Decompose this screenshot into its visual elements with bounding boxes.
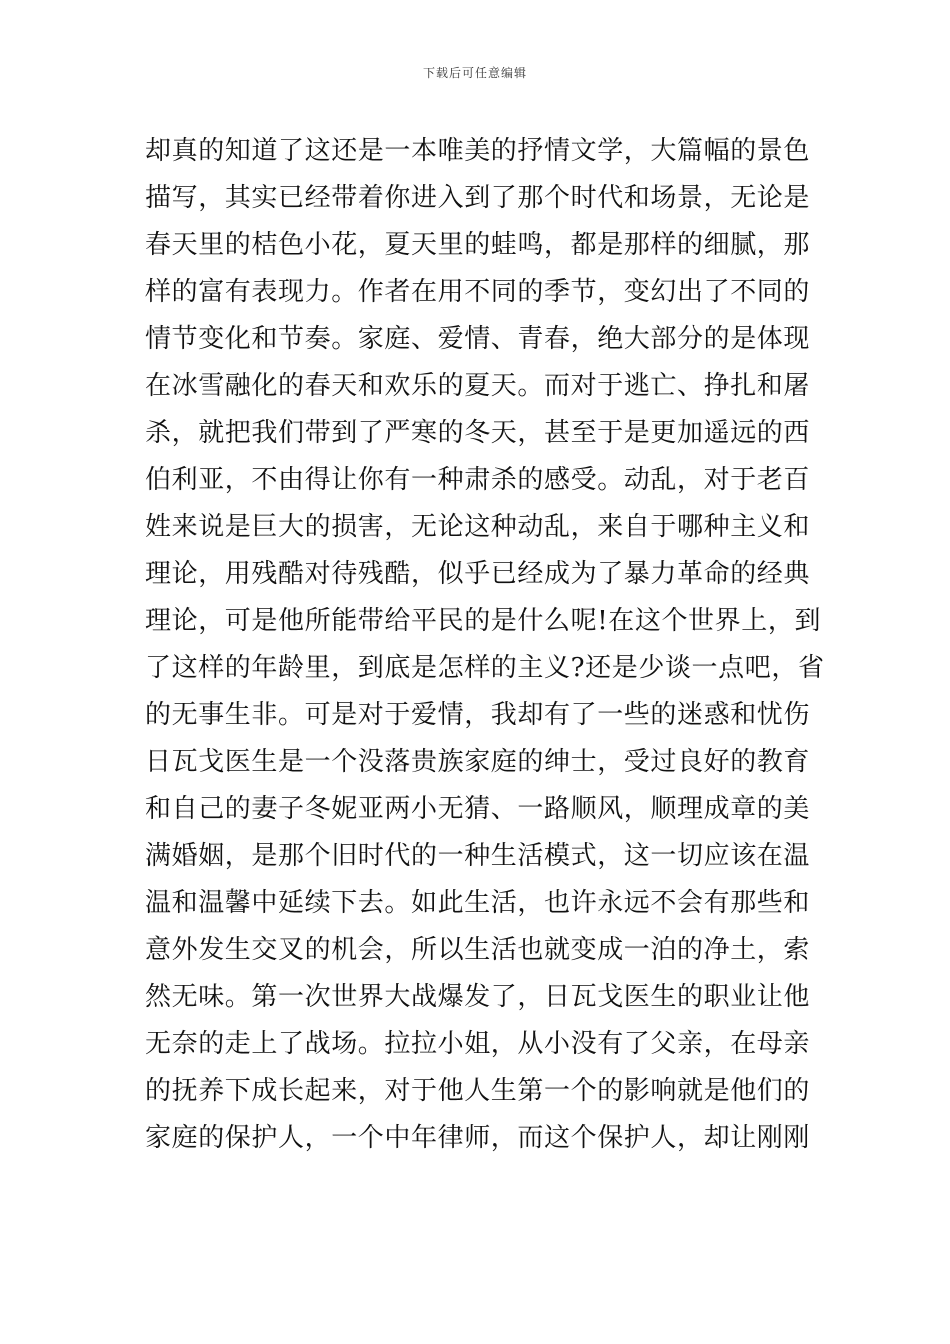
text-line: 日瓦戈医生是一个没落贵族家庭的绅士，受过良好的教育 (145, 747, 811, 777)
text-line: 春天里的桔色小花，夏天里的蛙鸣，都是那样的细腻，那 (145, 230, 811, 260)
text-line: 理论，可是他所能带给平民的是什么呢!在这个世界上，到 (145, 606, 822, 636)
text-line: 意外发生交叉的机会，所以生活也就变成一泊的净土，索 (145, 935, 811, 965)
text-line: 理论，用残酷对待残酷，似乎已经成为了暴力革命的经典 (145, 559, 811, 589)
text-line: 的无事生非。可是对于爱情，我却有了一些的迷惑和忧伤 (145, 700, 811, 730)
text-line: 家庭的保护人，一个中年律师，而这个保护人，却让刚刚 (145, 1123, 811, 1153)
text-line: 杀，就把我们带到了严寒的冬天，甚至于是更加遥远的西 (145, 418, 811, 448)
text-line: 姓来说是巨大的损害，无论这种动乱，来自于哪种主义和 (145, 512, 811, 542)
text-line: 温和温馨中延续下去。如此生活，也许永远不会有那些和 (145, 888, 811, 918)
text-line: 却真的知道了这还是一本唯美的抒情文学，大篇幅的景色 (145, 136, 811, 166)
text-line: 和自己的妻子冬妮亚两小无猜、一路顺风，顺理成章的美 (145, 794, 811, 824)
text-line: 在冰雪融化的春天和欢乐的夏天。而对于逃亡、挣扎和屠 (145, 371, 811, 401)
text-line: 无奈的走上了战场。拉拉小姐，从小没有了父亲，在母亲 (145, 1029, 811, 1059)
page-header: 下载后可任意编辑 (422, 66, 527, 80)
text-line: 的抚养下成长起来，对于他人生第一个的影响就是他们的 (145, 1076, 811, 1106)
text-line: 满婚姻，是那个旧时代的一种生活模式，这一切应该在温 (145, 841, 811, 871)
body-text (145, 128, 825, 1162)
text-line: 描写，其实已经带着你进入到了那个时代和场景，无论是 (145, 183, 811, 213)
text-line: 然无味。第一次世界大战爆发了，日瓦戈医生的职业让他 (145, 982, 811, 1012)
text-line: 样的富有表现力。作者在用不同的季节，变幻出了不同的 (145, 277, 811, 307)
text-line: 情节变化和节奏。家庭、爱情、青春，绝大部分的是体现 (145, 324, 811, 354)
text-line: 了这样的年龄里，到底是怎样的主义?还是少谈一点吧，省 (145, 653, 825, 683)
text-line: 伯利亚，不由得让你有一种肃杀的感受。动乱，对于老百 (145, 465, 811, 495)
